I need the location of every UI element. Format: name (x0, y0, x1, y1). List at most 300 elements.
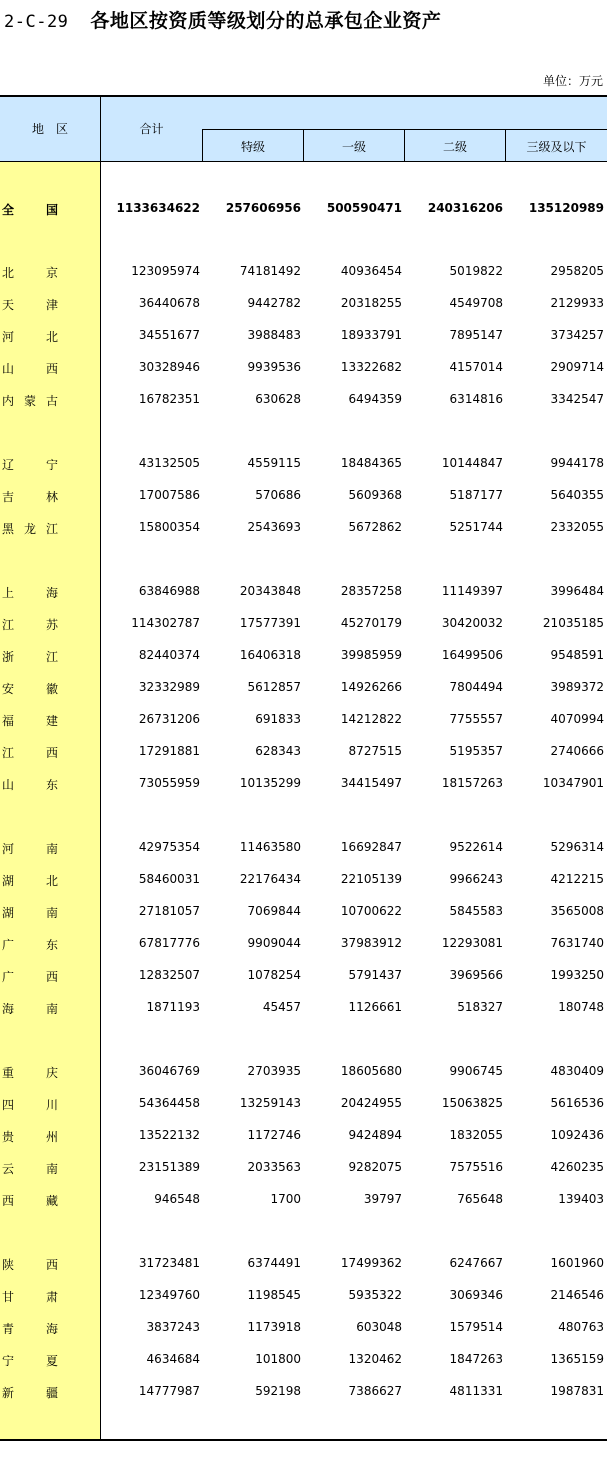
cell-value: 1993250 (550, 968, 604, 982)
cell-value: 20318255 (340, 296, 402, 310)
table-row (0, 774, 607, 794)
cell-value: 18605680 (340, 1064, 402, 1078)
cell-value: 9966243 (449, 872, 503, 886)
cell-value: 5935322 (348, 1288, 402, 1302)
cell-value: 3837243 (146, 1320, 200, 1334)
table-row (0, 294, 607, 314)
table-row (0, 934, 607, 954)
cell-value: 10700622 (340, 904, 402, 918)
region-char: 江 (2, 746, 15, 760)
region-char: 广 (2, 970, 15, 984)
cell-value: 16782351 (138, 392, 200, 406)
cell-value: 5187177 (449, 488, 503, 502)
cell-value: 2543693 (247, 520, 301, 534)
region-char: 南 (45, 906, 58, 920)
region-name (2, 1160, 58, 1177)
cell-value: 7755557 (449, 712, 503, 726)
cell-value: 15063825 (441, 1096, 503, 1110)
cell-value: 1365159 (550, 1352, 604, 1366)
cell-value: 4811331 (449, 1384, 503, 1398)
cell-value: 20343848 (239, 584, 301, 598)
region-char: 贵 (2, 1130, 15, 1144)
region-char: 津 (45, 298, 58, 312)
region-name (2, 296, 58, 313)
cell-value: 6494359 (348, 392, 402, 406)
cell-value: 1847263 (449, 1352, 503, 1366)
cell-value: 22105139 (340, 872, 402, 886)
region-char: 天 (2, 298, 15, 312)
cell-value: 180748 (558, 1000, 604, 1014)
cell-value: 5672862 (348, 520, 402, 534)
cell-value: 3996484 (550, 584, 604, 598)
cell-value: 1198545 (247, 1288, 301, 1302)
cell-value: 37983912 (340, 936, 402, 950)
region-name (2, 1288, 58, 1305)
region-name (2, 648, 58, 665)
table-row (0, 742, 607, 762)
cell-value: 14926266 (340, 680, 402, 694)
table-title: 各地区按资质等级划分的总承包企业资产 (90, 10, 442, 32)
region-char: 甘 (2, 1290, 15, 1304)
region-char: 福 (2, 714, 15, 728)
cell-value: 5251744 (449, 520, 503, 534)
region-name (2, 1320, 58, 1337)
cell-value: 7631740 (550, 936, 604, 950)
table-row (0, 1126, 607, 1146)
cell-value: 8727515 (348, 744, 402, 758)
cell-value: 16499506 (441, 648, 503, 662)
region-char: 夏 (45, 1354, 58, 1368)
cell-value: 2740666 (550, 744, 604, 758)
region-char: 陕 (2, 1258, 15, 1272)
table-row (0, 262, 607, 282)
cell-value: 5791437 (348, 968, 402, 982)
cell-value: 30420032 (441, 616, 503, 630)
cell-value: 101800 (255, 1352, 301, 1366)
region-char: 浙 (2, 650, 15, 664)
table-row (0, 1062, 607, 1082)
table-row (0, 199, 607, 219)
cell-value: 1832055 (449, 1128, 503, 1142)
cell-value: 6314816 (449, 392, 503, 406)
region-char: 北 (45, 330, 58, 344)
cell-value: 628343 (255, 744, 301, 758)
region-char: 上 (2, 586, 15, 600)
region-name (2, 904, 58, 921)
region-char: 宁 (2, 1354, 15, 1368)
cell-value: 5640355 (550, 488, 604, 502)
cell-value: 4549708 (449, 296, 503, 310)
region-char: 江 (45, 650, 58, 664)
cell-value: 17007586 (138, 488, 200, 502)
region-char: 新 (2, 1386, 15, 1400)
cell-value: 2129933 (550, 296, 604, 310)
cell-value: 67817776 (138, 936, 200, 950)
region-char: 河 (2, 330, 15, 344)
cell-value: 9442782 (247, 296, 301, 310)
region-char: 北 (45, 874, 58, 888)
region-name (2, 712, 58, 729)
cell-value: 5019822 (449, 264, 503, 278)
cell-value: 1871193 (146, 1000, 200, 1014)
cell-value: 18933791 (340, 328, 402, 342)
cell-value: 765648 (457, 1192, 503, 1206)
table-row (0, 1318, 607, 1338)
region-char: 西 (45, 970, 58, 984)
table-row (0, 1382, 607, 1402)
region-char: 徽 (45, 682, 58, 696)
cell-value: 9909044 (247, 936, 301, 950)
region-name (2, 264, 58, 281)
bottom-rule (0, 1439, 607, 1441)
table-row (0, 582, 607, 602)
cell-value: 18484365 (340, 456, 402, 470)
cell-value: 2703935 (247, 1064, 301, 1078)
cell-value: 1126661 (348, 1000, 402, 1014)
region-char: 庆 (45, 1066, 58, 1080)
region-name (2, 776, 58, 793)
region-char: 南 (45, 1002, 58, 1016)
table-row (0, 358, 607, 378)
cell-value: 5845583 (449, 904, 503, 918)
cell-value: 691833 (255, 712, 301, 726)
region-char: 蒙 (23, 394, 36, 408)
region-char: 西 (45, 362, 58, 376)
region-char: 山 (2, 778, 15, 792)
cell-value: 480763 (558, 1320, 604, 1334)
cell-value: 15800354 (138, 520, 200, 534)
region-char: 云 (2, 1162, 15, 1176)
cell-value: 36046769 (138, 1064, 200, 1078)
table-row (0, 710, 607, 730)
cell-value: 5616536 (550, 1096, 604, 1110)
table-row (0, 870, 607, 890)
region-name (2, 616, 58, 633)
region-char: 江 (45, 522, 58, 536)
cell-value: 603048 (356, 1320, 402, 1334)
region-char: 内 (2, 394, 15, 408)
cell-value: 2146546 (550, 1288, 604, 1302)
cell-value: 82440374 (138, 648, 200, 662)
region-char: 安 (2, 682, 15, 696)
cell-value: 73055959 (138, 776, 200, 790)
region-name (2, 520, 58, 537)
cell-value: 1579514 (449, 1320, 503, 1334)
region-name (2, 584, 58, 601)
cell-value: 4212215 (550, 872, 604, 886)
region-char: 四 (2, 1098, 15, 1112)
region-name (2, 1256, 58, 1273)
region-char: 肃 (45, 1290, 58, 1304)
table-row (0, 518, 607, 538)
cell-value: 1133634622 (116, 201, 200, 215)
cell-value: 11149397 (441, 584, 503, 598)
region-name (2, 360, 58, 377)
cell-value: 14777987 (138, 1384, 200, 1398)
header-grade-special: 特级 (240, 140, 265, 154)
cell-value: 5296314 (550, 840, 604, 854)
table-row (0, 1254, 607, 1274)
cell-value: 21035185 (542, 616, 604, 630)
region-name (2, 328, 58, 345)
cell-value: 257606956 (225, 201, 301, 215)
region-char: 河 (2, 842, 15, 856)
cell-value: 10347901 (542, 776, 604, 790)
cell-value: 2332055 (550, 520, 604, 534)
region-char: 海 (45, 586, 58, 600)
cell-value: 18157263 (441, 776, 503, 790)
region-name (2, 1000, 58, 1017)
cell-value: 9424894 (348, 1128, 402, 1142)
cell-value: 16692847 (340, 840, 402, 854)
region-name (2, 840, 58, 857)
cell-value: 23151389 (138, 1160, 200, 1174)
region-char: 宁 (45, 458, 58, 472)
cell-value: 9282075 (348, 1160, 402, 1174)
region-char: 海 (45, 1322, 58, 1336)
region-char: 西 (45, 746, 58, 760)
cell-value: 30328946 (138, 360, 200, 374)
region-char: 古 (45, 394, 58, 408)
cell-value: 39985959 (340, 648, 402, 662)
cell-value: 3565008 (550, 904, 604, 918)
cell-value: 3069346 (449, 1288, 503, 1302)
cell-value: 43132505 (138, 456, 200, 470)
cell-value: 3988483 (247, 328, 301, 342)
region-name (2, 392, 58, 409)
table-header (0, 97, 607, 162)
region-char: 建 (45, 714, 58, 728)
cell-value: 13322682 (340, 360, 402, 374)
cell-value: 22176434 (239, 872, 301, 886)
cell-value: 13259143 (239, 1096, 301, 1110)
region-char: 东 (45, 778, 58, 792)
table-row (0, 614, 607, 634)
cell-value: 17499362 (340, 1256, 402, 1270)
table-row (0, 454, 607, 474)
table-row (0, 1286, 607, 1306)
region-char: 州 (45, 1130, 58, 1144)
cell-value: 500590471 (326, 201, 402, 215)
cell-value: 3342547 (550, 392, 604, 406)
cell-value: 13522132 (138, 1128, 200, 1142)
table-row (0, 1190, 607, 1210)
region-char: 湖 (2, 874, 15, 888)
cell-value: 14212822 (340, 712, 402, 726)
page-title (4, 6, 441, 33)
cell-value: 5609368 (348, 488, 402, 502)
cell-value: 135120989 (528, 201, 604, 215)
region-name (2, 488, 58, 505)
cell-value: 1078254 (247, 968, 301, 982)
cell-value: 6247667 (449, 1256, 503, 1270)
table-row (0, 1158, 607, 1178)
cell-value: 63846988 (138, 584, 200, 598)
cell-value: 27181057 (138, 904, 200, 918)
cell-value: 2909714 (550, 360, 604, 374)
region-char: 西 (45, 1258, 58, 1272)
cell-value: 10135299 (239, 776, 301, 790)
region-char: 西 (2, 1194, 15, 1208)
region-name (2, 936, 58, 953)
cell-value: 74181492 (239, 264, 301, 278)
region-char: 南 (45, 842, 58, 856)
region-char: 北 (2, 266, 15, 280)
cell-value: 6374491 (247, 1256, 301, 1270)
cell-value: 39797 (363, 1192, 402, 1206)
cell-value: 1320462 (348, 1352, 402, 1366)
cell-value: 32332989 (138, 680, 200, 694)
cell-value: 34551677 (138, 328, 200, 342)
region-name (2, 1096, 58, 1113)
region-name (2, 1192, 58, 1209)
cell-value: 58460031 (138, 872, 200, 886)
header-total: 合计 (139, 122, 164, 136)
region-char: 重 (2, 1066, 15, 1080)
region-char: 海 (2, 1002, 15, 1016)
table-row (0, 998, 607, 1018)
region-char: 吉 (2, 490, 15, 504)
cell-value: 9939536 (247, 360, 301, 374)
region-char: 江 (2, 618, 15, 632)
region-char: 南 (45, 1162, 58, 1176)
cell-value: 240316206 (427, 201, 503, 215)
cell-value: 36440678 (138, 296, 200, 310)
region-name (2, 456, 58, 473)
cell-value: 4157014 (449, 360, 503, 374)
cell-value: 1601960 (550, 1256, 604, 1270)
cell-value: 5195357 (449, 744, 503, 758)
cell-value: 518327 (457, 1000, 503, 1014)
cell-value: 1700 (270, 1192, 301, 1206)
region-char: 龙 (23, 522, 36, 536)
cell-value: 592198 (255, 1384, 301, 1398)
cell-value: 4070994 (550, 712, 604, 726)
cell-value: 12349760 (138, 1288, 200, 1302)
cell-value: 3734257 (550, 328, 604, 342)
region-char: 广 (2, 938, 15, 952)
cell-value: 12832507 (138, 968, 200, 982)
cell-value: 2033563 (247, 1160, 301, 1174)
header-region: 地 区 (31, 122, 68, 136)
region-name (2, 968, 58, 985)
region-char: 国 (45, 203, 58, 217)
cell-value: 7386627 (348, 1384, 402, 1398)
region-char: 全 (2, 203, 15, 217)
cell-value: 7804494 (449, 680, 503, 694)
region-name (2, 744, 58, 761)
cell-value: 17291881 (138, 744, 200, 758)
region-name (2, 201, 58, 218)
table-id: 2-C-29 (4, 12, 69, 32)
table-row (0, 390, 607, 410)
cell-value: 1173918 (247, 1320, 301, 1334)
cell-value: 1092436 (550, 1128, 604, 1142)
cell-value: 630628 (255, 392, 301, 406)
region-char: 青 (2, 1322, 15, 1336)
cell-value: 114302787 (131, 616, 200, 630)
cell-value: 34415497 (340, 776, 402, 790)
cell-value: 9906745 (449, 1064, 503, 1078)
cell-value: 3969566 (449, 968, 503, 982)
cell-value: 3989372 (550, 680, 604, 694)
region-char: 京 (45, 266, 58, 280)
region-name (2, 1384, 58, 1401)
cell-value: 5612857 (247, 680, 301, 694)
cell-value: 26731206 (138, 712, 200, 726)
region-char: 林 (45, 490, 58, 504)
region-char: 川 (45, 1098, 58, 1112)
table-row (0, 326, 607, 346)
table-row (0, 1350, 607, 1370)
region-char: 辽 (2, 458, 15, 472)
cell-value: 4260235 (550, 1160, 604, 1174)
table-row (0, 1094, 607, 1114)
region-column-bg (0, 162, 100, 1439)
region-char: 黑 (2, 522, 15, 536)
cell-value: 45457 (262, 1000, 301, 1014)
cell-value: 123095974 (131, 264, 200, 278)
cell-value: 9548591 (550, 648, 604, 662)
cell-value: 31723481 (138, 1256, 200, 1270)
cell-value: 1172746 (247, 1128, 301, 1142)
cell-value: 946548 (154, 1192, 200, 1206)
region-char: 山 (2, 362, 15, 376)
cell-value: 10144847 (441, 456, 503, 470)
region-name (2, 1064, 58, 1081)
table-row (0, 486, 607, 506)
table-row (0, 838, 607, 858)
cell-value: 9522614 (449, 840, 503, 854)
table-row (0, 966, 607, 986)
region-name (2, 680, 58, 697)
cell-value: 20424955 (340, 1096, 402, 1110)
cell-value: 4559115 (247, 456, 301, 470)
cell-value: 45270179 (340, 616, 402, 630)
region-name (2, 872, 58, 889)
region-char: 东 (45, 938, 58, 952)
region-char: 疆 (45, 1386, 58, 1400)
cell-value: 54364458 (138, 1096, 200, 1110)
region-char: 苏 (45, 618, 58, 632)
cell-value: 570686 (255, 488, 301, 502)
table-row (0, 678, 607, 698)
unit-label: 单位：万元 (542, 74, 603, 88)
cell-value: 42975354 (138, 840, 200, 854)
region-name (2, 1128, 58, 1145)
header-grade-2: 二级 (442, 140, 467, 154)
cell-value: 12293081 (441, 936, 503, 950)
cell-value: 7575516 (449, 1160, 503, 1174)
table-row (0, 646, 607, 666)
header-grade-1: 一级 (341, 140, 366, 154)
cell-value: 16406318 (239, 648, 301, 662)
cell-value: 9944178 (550, 456, 604, 470)
cell-value: 1987831 (550, 1384, 604, 1398)
cell-value: 28357258 (340, 584, 402, 598)
region-char: 藏 (45, 1194, 58, 1208)
table-row (0, 902, 607, 922)
region-char: 湖 (2, 906, 15, 920)
cell-value: 40936454 (340, 264, 402, 278)
cell-value: 17577391 (239, 616, 301, 630)
cell-value: 11463580 (239, 840, 301, 854)
cell-value: 7069844 (247, 904, 301, 918)
cell-value: 2958205 (550, 264, 604, 278)
cell-value: 139403 (558, 1192, 604, 1206)
cell-value: 7895147 (449, 328, 503, 342)
cell-value: 4830409 (550, 1064, 604, 1078)
